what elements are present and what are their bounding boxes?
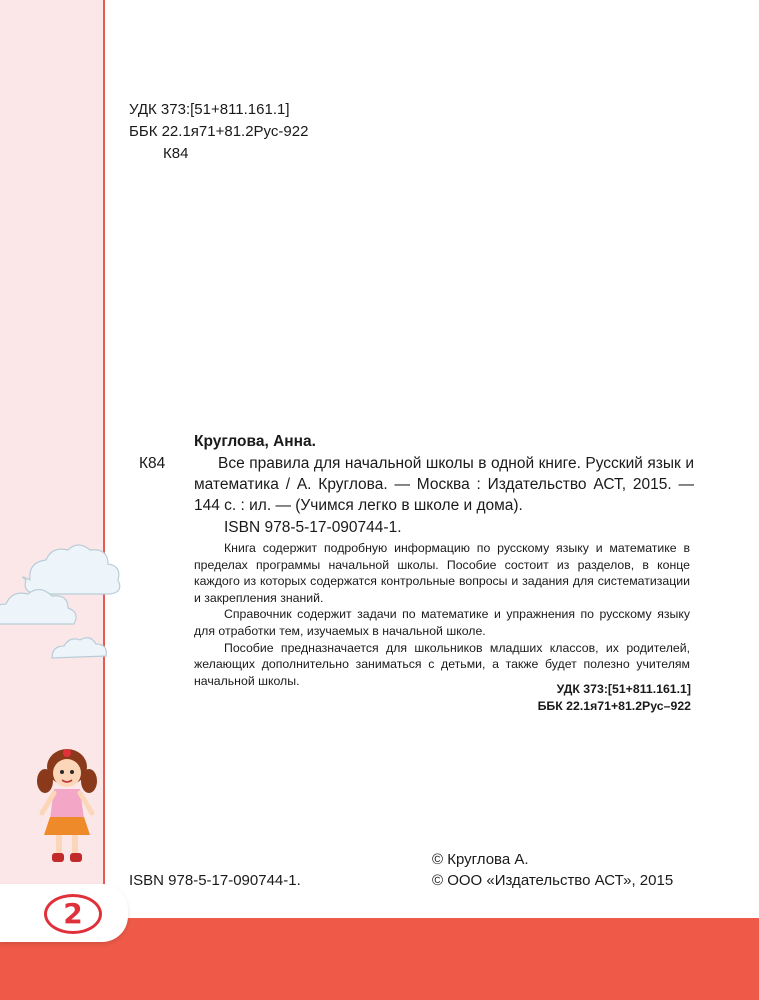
bottom-bbk-code: ББК 22.1я71+81.2Рус–922 bbox=[537, 699, 691, 713]
annotation-paragraph: Справочник содержит задачи по математике и упражнения по русскому языку для отработки тем, изучаемых в начальной школе. bbox=[194, 607, 690, 638]
top-bbk-code: ББК 22.1я71+81.2Рус-922 bbox=[129, 123, 309, 140]
margin-divider-line bbox=[103, 0, 105, 920]
entry-isbn: ISBN 978-5-17-090744-1. bbox=[224, 519, 402, 536]
entry-description bbox=[194, 453, 694, 516]
annotation bbox=[194, 540, 690, 689]
entry-author-mark: К84 bbox=[139, 455, 166, 472]
bottom-udk-code: УДК 373:[51+811.161.1] bbox=[556, 682, 691, 696]
cloud-illustration bbox=[0, 520, 140, 670]
footer-isbn: ISBN 978-5-17-090744-1. bbox=[129, 872, 301, 889]
copyright-publisher: © ООО «Издательство АСТ», 2015 bbox=[432, 872, 674, 889]
top-udk-code: УДК 373:[51+811.161.1] bbox=[129, 101, 290, 118]
entry-author: Круглова, Анна. bbox=[194, 433, 316, 450]
girl-illustration bbox=[32, 745, 102, 870]
annotation-paragraph: Пособие предназначается для школьников младших классов, их родителей, желающих дополнительно заниматься с детьми, а также будет полезно учителям начальной школы. bbox=[194, 640, 690, 688]
page-number: 2 bbox=[44, 894, 102, 934]
annotation-paragraph: Книга содержит подробную информацию по русскому языку и математике в пределах программы начальной школы. Пособие состоит из разделов, в конце каждого из которых содержатся контрольные вопросы и задания для систематизации и закрепления знаний. bbox=[194, 541, 690, 605]
entry-description-text: Все правила для начальной школы в одной книге. Русский язык и математика / А. Круглова. — Москва : Издательство АСТ, 2015. — 144 с. : ил. — (Учимся легко в школе и дома). bbox=[194, 455, 694, 514]
copyright-author: © Круглова А. bbox=[432, 851, 529, 868]
top-author-mark: К84 bbox=[163, 145, 189, 162]
